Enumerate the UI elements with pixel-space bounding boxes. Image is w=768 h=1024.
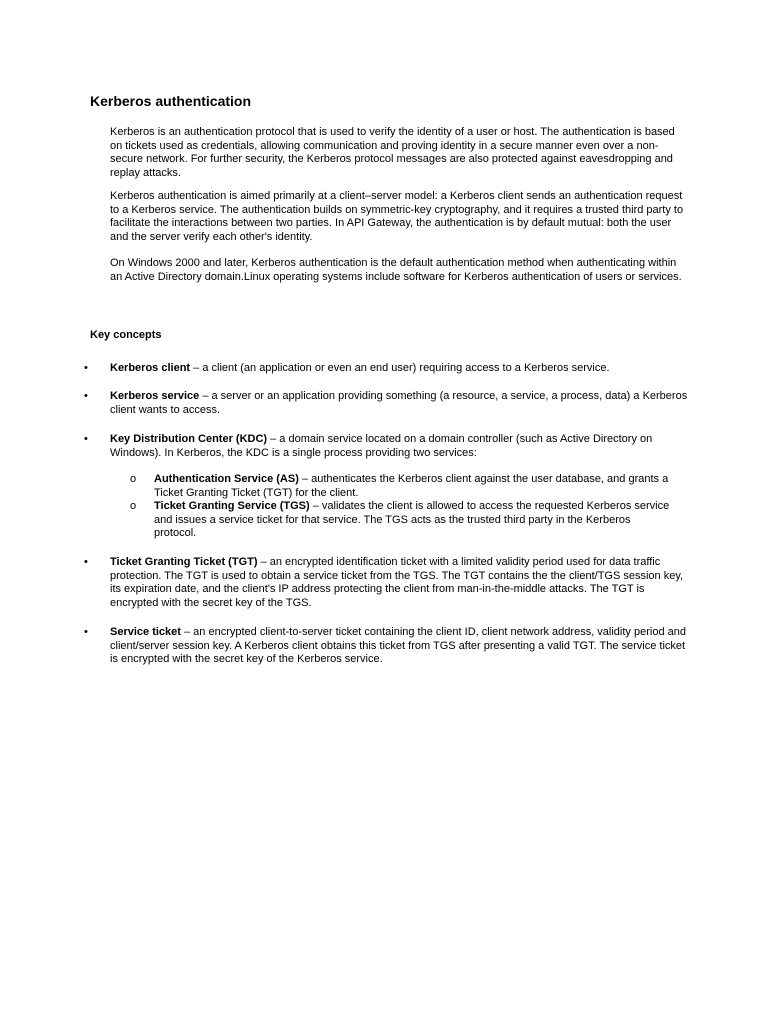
concept-term: Kerberos client: [110, 362, 191, 374]
concept-definition: – an encrypted identification ticket with a limited validity period used for data traffic protection. The TGT is used to obtain a service ticket from the TGS. The TGT contains the the client/TGS session key, its expiration date, and the client's IP address protecting the client from man-in-the-middle attacks. The TGT is encrypted with the secret key of the TGS.: [110, 556, 684, 609]
concept-term: Kerberos service: [110, 390, 200, 402]
sub-bullet-marker: o: [130, 500, 137, 512]
client-server-paragraph: Kerberos authentication is aimed primarily at a client–server model: a Kerberos client sends an authentication request to a Kerberos service. The authentication builds on symmetric-key cryptography, and it requires a trusted third party to facilitate the interactions between two parties. In API Gateway, the authentication is by default mutual: both the user and the server verify each other's identity.: [110, 190, 684, 243]
concept-definition: – a server or an application providing something (a resource, a service, a process, data) a Kerberos client wants to access.: [110, 390, 688, 416]
subconcept-authentication-service: [154, 473, 674, 500]
concept-kerberos-service: [110, 390, 690, 417]
concept-term: Key Distribution Center (KDC): [110, 433, 268, 445]
concept-kdc: [110, 433, 690, 460]
concept-definition: – an encrypted client-to-server ticket containing the client ID, client network address, validity period and client/server session key. A Kerberos client obtains this ticket from TGS after presenting a valid TGT. The service ticket is encrypted with the secret key of the Kerberos service.: [110, 626, 686, 666]
subconcept-term: Authentication Service (AS): [154, 473, 299, 485]
sub-bullet-marker: o: [130, 473, 137, 485]
section-heading-key-concepts: Key concepts: [90, 329, 162, 341]
concept-term: Service ticket: [110, 626, 181, 638]
subconcept-term: Ticket Granting Service (TGS): [154, 500, 310, 512]
bullet-marker: •: [84, 556, 88, 568]
subconcept-definition: – validates the client is allowed to access the requested Kerberos service and issues a service ticket for that service. The TGS acts as the trusted third party in the Kerberos protocol.: [154, 500, 670, 540]
document-title: Kerberos authentication: [90, 93, 252, 109]
bullet-marker: •: [84, 362, 88, 374]
concept-definition: – a domain service located on a domain controller (such as Active Directory on Windows). In Kerberos, the KDC is a single process providing two services:: [110, 433, 653, 459]
intro-paragraph: Kerberos is an authentication protocol that is used to verify the identity of a user or host. The authentication is based on tickets used as credentials, allowing communication and proving identity in a secure manner even over a non-secure network. For further security, the Kerberos protocol messages are also protected against eavesdropping and replay attacks.: [110, 126, 675, 179]
concept-kerberos-client: [110, 362, 690, 376]
windows-paragraph: On Windows 2000 and later, Kerberos authentication is the default authentication method when authenticating within an Active Directory domain.Linux operating systems include software for Kerberos authentication of users or services.: [110, 257, 682, 283]
concept-term: Ticket Granting Ticket (TGT): [110, 556, 258, 568]
bullet-marker: •: [84, 626, 88, 638]
concept-tgt: [110, 556, 690, 610]
concept-service-ticket: [110, 626, 690, 667]
concept-definition: – a client (an application or even an end user) requiring access to a Kerberos service.: [190, 362, 610, 374]
subconcept-ticket-granting-service: [154, 500, 674, 541]
bullet-marker: •: [84, 390, 88, 402]
subconcept-definition: – authenticates the Kerberos client against the user database, and grants a Ticket Granting Ticket (TGT) for the client.: [154, 473, 669, 499]
bullet-marker: •: [84, 433, 88, 445]
